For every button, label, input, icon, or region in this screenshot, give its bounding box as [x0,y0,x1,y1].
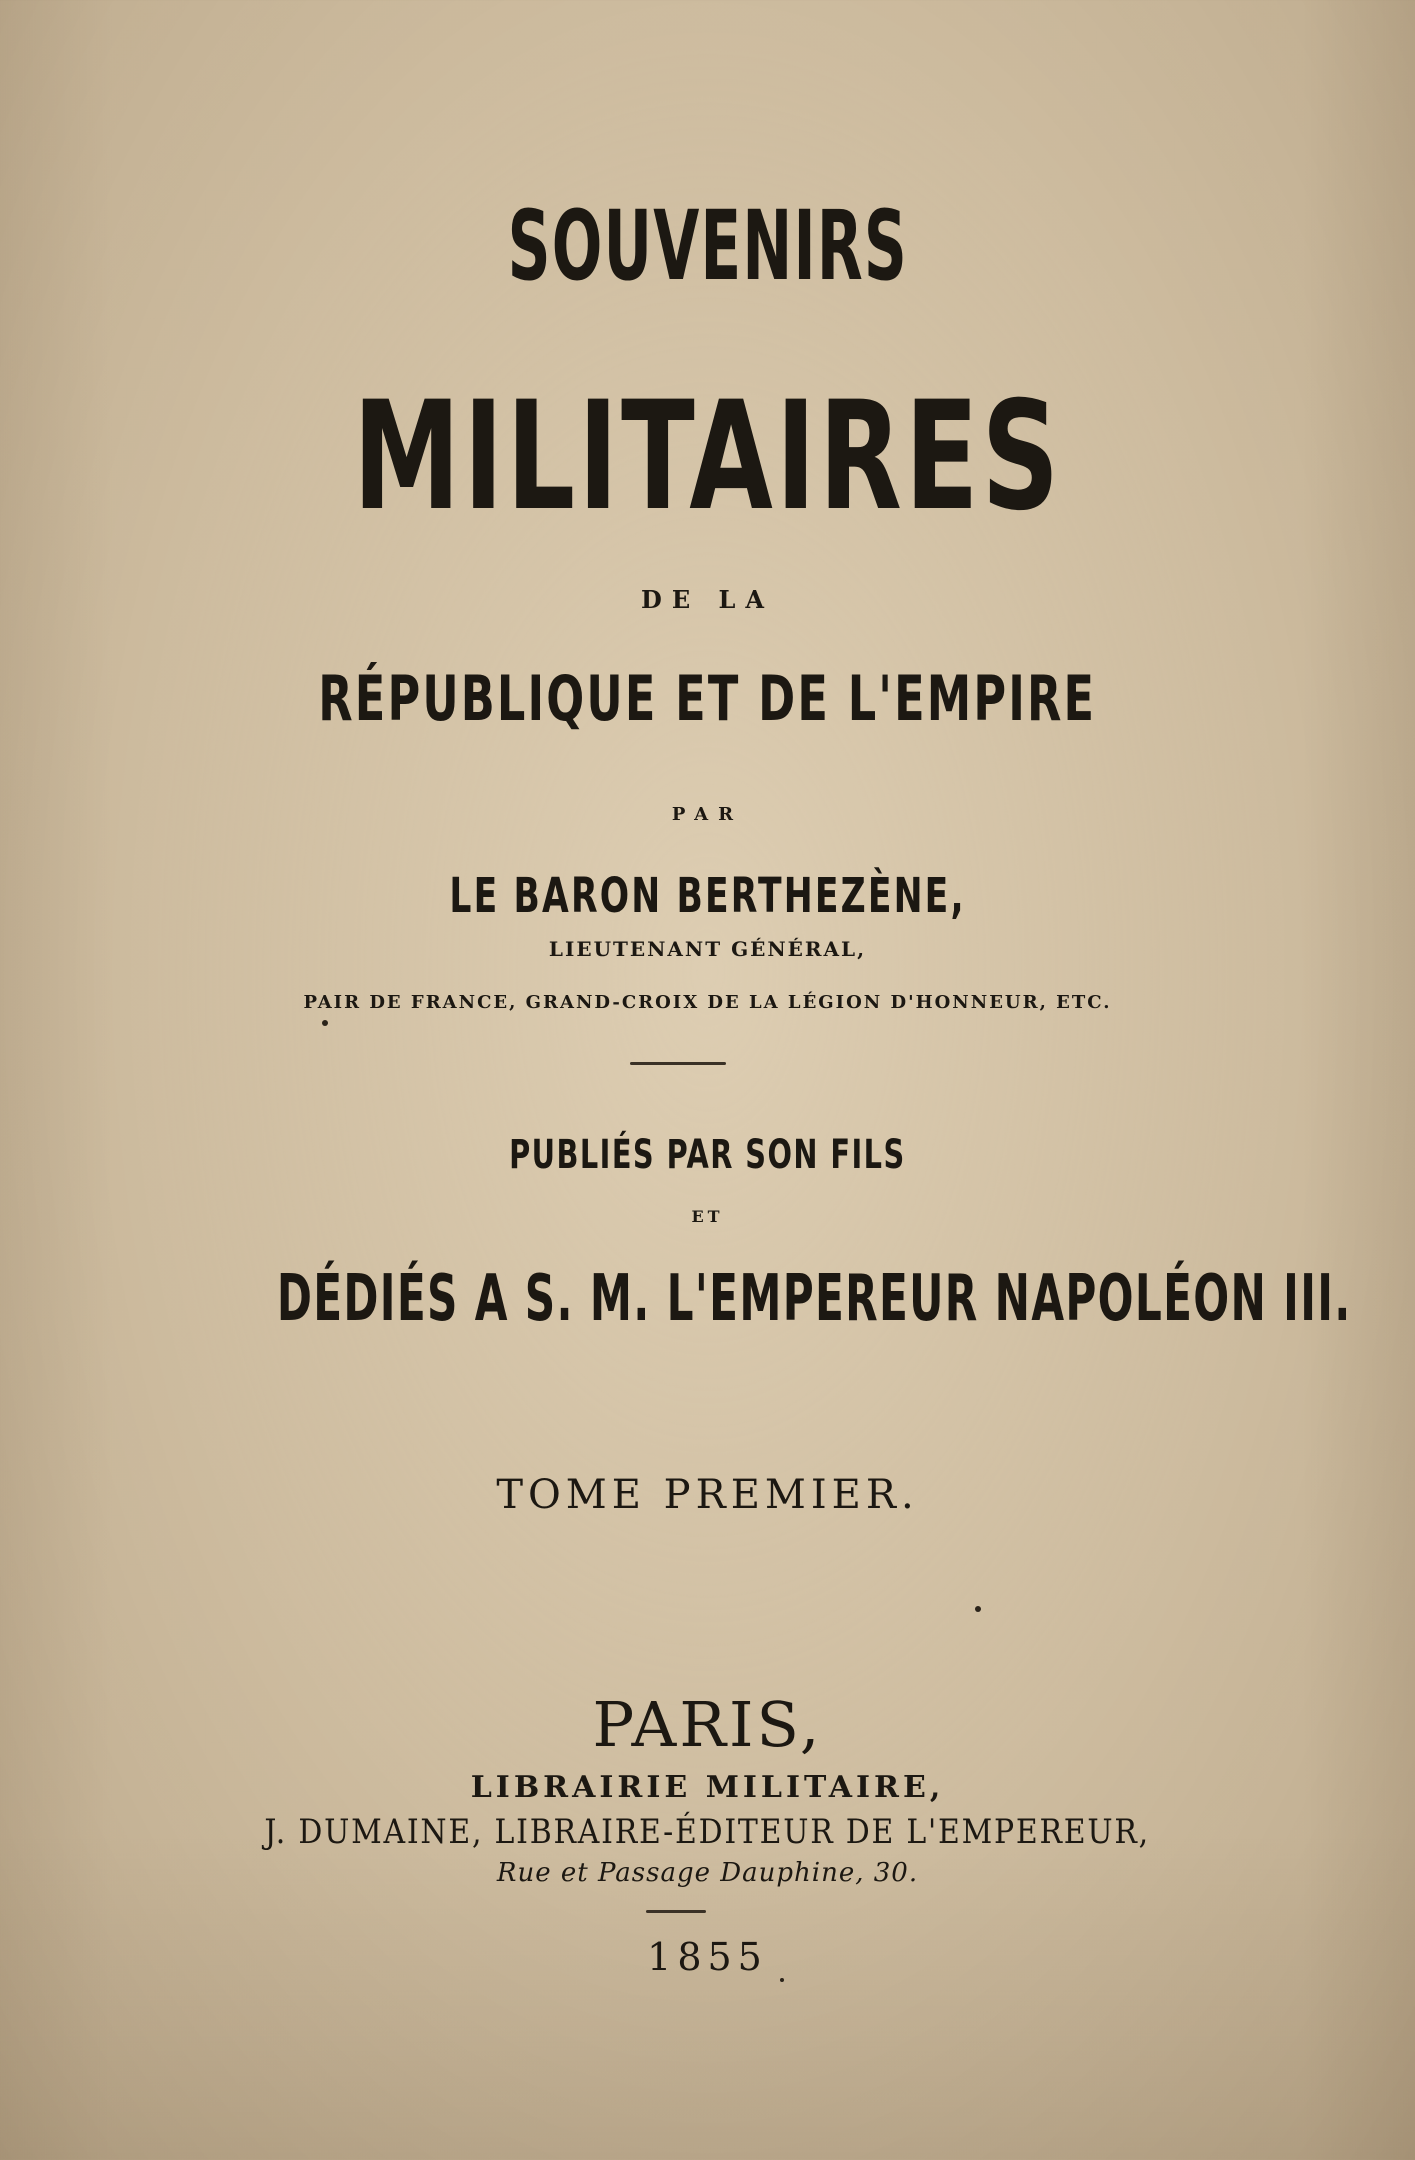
published-by-text: PUBLIÉS PAR SON FILS [509,1132,906,1178]
title-line-2-text: MILITAIRES [352,370,1063,544]
et-line: ET [691,1207,724,1226]
publication-year: 1855 [647,1935,768,1979]
divider-rule-small [646,1910,706,1913]
author-rank: LIEUTENANT GÉNÉRAL, [548,937,867,961]
publisher: LIBRAIRIE MILITAIRE, [470,1770,945,1805]
ink-speck [322,1020,328,1026]
par-line: PAR [671,804,744,825]
subtitle [0,662,1415,735]
publisher-line-2-text: J. DUMAINE, LIBRAIRE-ÉDITEUR DE L'EMPEREUR, [264,1812,1151,1852]
author-honors: PAIR DE FRANCE, GRAND-CROIX DE LA LÉGION D'HONNEUR, ETC. [303,992,1112,1013]
published-by [0,1132,1415,1178]
subtitle-text: RÉPUBLIQUE ET DE L'EMPIRE [318,662,1097,735]
ink-speck [780,1978,784,1982]
title-line-2 [0,368,1415,544]
author-text: LE BARON BERTHEZÈNE, [449,868,966,924]
author [0,868,1415,924]
publisher-address: Rue et Passage Dauphine, 30. [496,1858,919,1888]
volume-label: TOME PREMIER. [496,1472,919,1518]
de-la-line: DE LA [641,585,774,614]
publisher-line-2 [0,1812,1415,1852]
ink-speck [975,1606,981,1612]
title-line-1 [0,190,1415,302]
title-line-1-text: SOUVENIRS [507,190,908,302]
dedication [0,1262,1415,1336]
dedication-text: DÉDIÉS A S. M. L'EMPEREUR NAPOLÉON III. [276,1262,1352,1336]
divider-rule [630,1062,726,1065]
city: PARIS, [592,1688,823,1761]
